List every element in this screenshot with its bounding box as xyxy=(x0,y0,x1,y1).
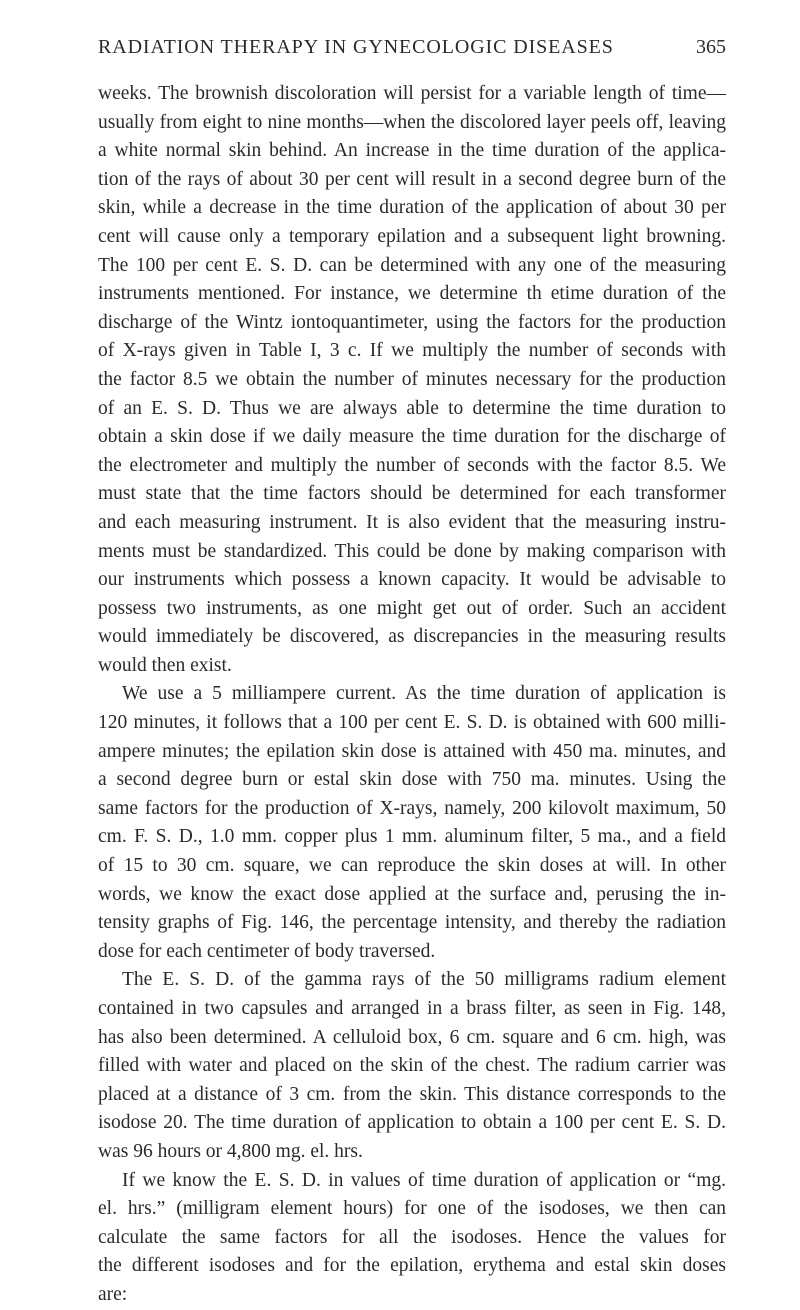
text-line: of an E. S. D. Thus we are always able to determine the time duration to xyxy=(98,397,726,419)
text-line: has also been determined. A celluloid box, 6 cm. square and 6 cm. high, was xyxy=(98,1026,726,1048)
text-line: obtain a skin dose if we daily measure the time duration for the discharge of xyxy=(98,426,726,448)
text-line: instruments mentioned. For instance, we determine th etime duration of the xyxy=(98,283,726,305)
text-line: must state that the time factors should be determined for each transformer xyxy=(98,483,726,505)
text-line: would then exist. xyxy=(98,654,232,676)
text-line: tion of the rays of about 30 per cent will result in a second degree burn of the xyxy=(98,168,726,190)
text-line: ments must be standardized. This could be done by making comparison with xyxy=(98,540,726,562)
text-line: isodose 20. The time duration of application to obtain a 100 per cent E. S. D. xyxy=(98,1112,726,1134)
text-line: contained in two capsules and arranged in a brass filter, as seen in Fig. 148, xyxy=(98,998,726,1019)
text-line: calculate the same factors for all the isodoses. Hence the values for xyxy=(98,1226,726,1248)
text-line: possess two instruments, as one might get out of order. Such an accident xyxy=(98,597,726,619)
text-line: 120 minutes, it follows that a 100 per cent E. S. D. is obtained with 600 milli- xyxy=(98,712,726,734)
text-line: same factors for the production of X-rays, namely, 200 kilovolt maximum, 50 xyxy=(98,797,726,819)
text-line: If we know the E. S. D. in values of time duration of application or “mg. xyxy=(122,1169,726,1191)
text-line: a white normal skin behind. An increase in the time duration of the applica- xyxy=(98,140,726,162)
text-line: the factor 8.5 we obtain the number of minutes necessary for the production xyxy=(98,368,726,390)
text-line: cent will cause only a temporary epilation and a subsequent light browning. xyxy=(98,225,726,247)
body-text xyxy=(98,80,726,1310)
page-number: 365 xyxy=(696,36,726,58)
text-line: dose for each centimeter of body traversed. xyxy=(98,940,436,962)
text-line: cm. F. S. D., 1.0 mm. copper plus 1 mm. aluminum filter, 5 ma., and a field xyxy=(98,826,726,848)
text-line: would immediately be discovered, as discrepancies in the measuring results xyxy=(98,626,726,648)
text-line: filled with water and placed on the skin of the chest. The radium carrier was xyxy=(98,1055,726,1077)
text-line: the electrometer and multiply the number of seconds with the factor 8.5. We xyxy=(98,454,726,476)
text-line: and each measuring instrument. It is also evident that the measuring instru- xyxy=(98,511,726,533)
text-line: The 100 per cent E. S. D. can be determined with any one of the measuring xyxy=(98,254,726,276)
text-line: our instruments which possess a known capacity. It would be advisable to xyxy=(98,569,726,591)
text-line: are: xyxy=(98,1283,128,1305)
running-title: RADIATION THERAPY IN GYNECOLOGIC DISEASES xyxy=(98,36,614,58)
text-line: el. hrs.” (milligram element hours) for one of the isodoses, we then can xyxy=(98,1198,726,1220)
text-line: was 96 hours or 4,800 mg. el. hrs. xyxy=(98,1140,363,1162)
text-line: usually from eight to nine months—when the discolored layer peels off, leaving xyxy=(98,111,726,133)
text-line: weeks. The brownish discoloration will persist for a variable length of time— xyxy=(98,83,726,104)
text-line: ampere minutes; the epilation skin dose is attained with 450 ma. minutes, and xyxy=(98,740,726,762)
text-line: the different isodoses and for the epilation, erythema and estal skin doses xyxy=(98,1255,726,1277)
running-head xyxy=(98,36,726,64)
text-line: The E. S. D. of the gamma rays of the 50 milligrams radium element xyxy=(122,969,726,991)
text-line: words, we know the exact dose applied at the surface and, perusing the in- xyxy=(98,883,726,905)
text-line: a second degree burn or estal skin dose with 750 ma. minutes. Using the xyxy=(98,769,726,791)
text-line: tensity graphs of Fig. 146, the percentage intensity, and thereby the radiation xyxy=(98,912,726,934)
text-line: of 15 to 30 cm. square, we can reproduce the skin doses at will. In other xyxy=(98,855,726,877)
text-line: skin, while a decrease in the time duration of the application of about 30 per xyxy=(98,197,726,219)
text-line: We use a 5 milliampere current. As the time duration of application is xyxy=(122,683,726,705)
text-line: discharge of the Wintz iontoquantimeter, using the factors for the production xyxy=(98,311,726,333)
text-line: placed at a distance of 3 cm. from the skin. This distance corresponds to the xyxy=(98,1083,726,1105)
text-line: of X-rays given in Table I, 3 c. If we multiply the number of seconds with xyxy=(98,340,726,362)
